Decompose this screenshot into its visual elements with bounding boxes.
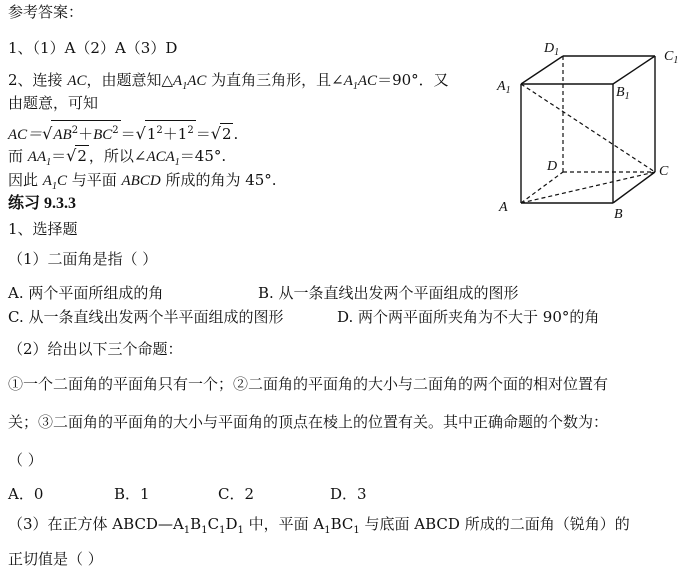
- q2-option-d: D．3: [330, 485, 367, 503]
- q1-option-d: D. 两个两平面所夹角为不大于 90°的角: [337, 308, 600, 326]
- q2-body-2: 关；③二面角的平面角的大小与平面角的顶点在棱上的位置有关。其中正确命题的个数为：: [8, 413, 609, 431]
- q2-stem: （2）给出以下三个命题：: [8, 340, 183, 358]
- exercise-title: 练习 9.3.3: [8, 195, 77, 212]
- label-a1: $A_1$: [497, 79, 511, 96]
- q2-option-b: B．1: [114, 485, 150, 503]
- label-a: A: [499, 200, 508, 215]
- q2-option-c: C．2: [218, 485, 255, 503]
- label-c1: $C_1$: [664, 49, 679, 66]
- edge-a1-d1: [521, 56, 563, 84]
- answer-2-line1: 2、连接 AC，由题意知$\triangle A_1AC$ 为直角三角形，且$\angle A_1AC=90^\circ$．又: [8, 71, 449, 92]
- edge-b-c: [613, 172, 655, 203]
- q1-option-c: C. 从一条直线出发两个半平面组成的图形: [8, 308, 284, 326]
- edge-b1-c1: [613, 56, 655, 84]
- q1-option-b: B. 从一条直线出发两个平面组成的图形: [258, 284, 519, 302]
- answer-header: 参考答案：: [8, 3, 84, 21]
- label-d1: $D_1$: [544, 41, 560, 58]
- answer-2-line4: 而 $AA_1=√2$ ，所以$\angle ACA_1=45^\circ$.: [8, 146, 227, 168]
- answer-2-formula: $AC=√AB^2+BC^2 =√1^2+1^2 =√2$ .: [8, 120, 238, 145]
- q2-option-a: A．0: [8, 485, 44, 503]
- label-c: C: [659, 164, 669, 179]
- label-b1: $B_1$: [616, 85, 630, 102]
- answer-2-line5: 因此 $A_1C$ 与平面 ABCD 所成的角为 45°.: [8, 171, 277, 192]
- answer-2-line2: 由题意，可知: [8, 94, 99, 112]
- q2-blank: （ ）: [8, 451, 43, 469]
- label-d: D: [547, 159, 558, 174]
- q1-option-a: A. 两个平面所组成的角: [8, 284, 164, 302]
- answer-1: 1、（1）A（2）A（3）D: [8, 39, 178, 57]
- q1-stem: （1）二面角是指（ ）: [8, 250, 158, 268]
- q3-line-1: （3）在正方体 $ABCD—A_1B_1C_1D_1$ 中，平面 $A_1BC_1$ 与底面 ABCD 所成的二面角（锐角）的: [8, 515, 630, 536]
- q2-body-1: ①一个二面角的平面角只有一个；②二面角的平面角的大小与二面角的两个面的相对位置有: [8, 375, 609, 393]
- cube-figure: [493, 36, 693, 226]
- section-title: 1、选择题: [8, 220, 78, 238]
- diag-a1-c: [521, 84, 655, 172]
- q3-line-2: 正切值是（ ）: [8, 550, 103, 568]
- label-b: B: [614, 207, 623, 222]
